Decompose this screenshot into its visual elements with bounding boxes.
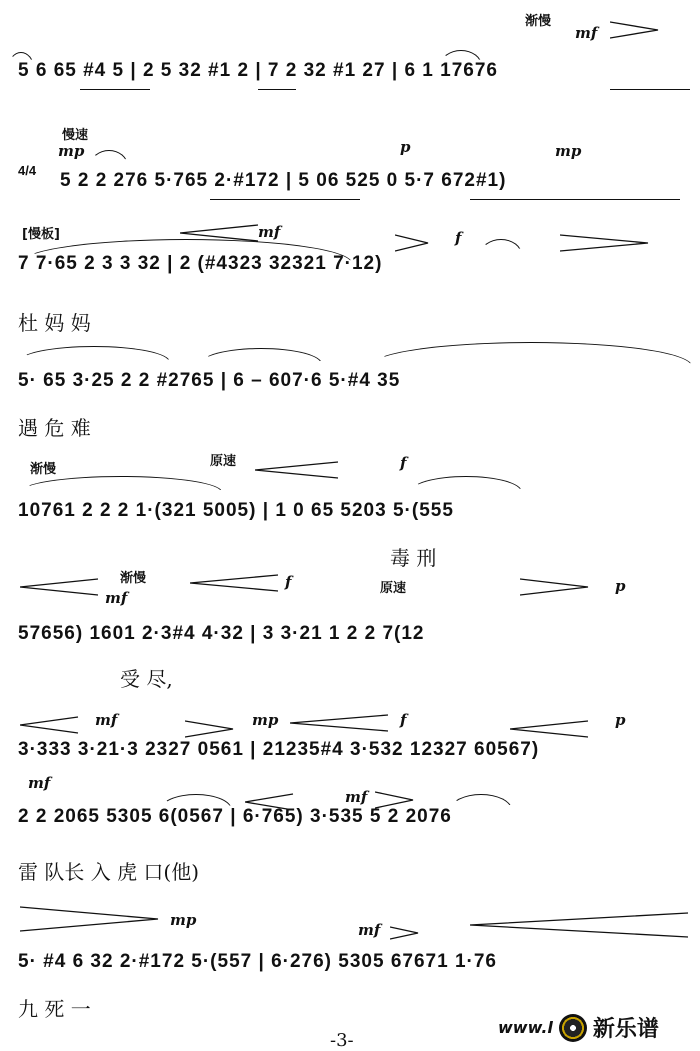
notation-line: 5 6 65 #4 5 | 2 5 32 #1 2 | 7 2 32 #1 27 | 6 1 17676 — [18, 60, 498, 81]
tempo-mark: 原速 — [210, 454, 237, 469]
lyrics-line: 受 尽, — [120, 667, 173, 691]
slur — [18, 346, 170, 362]
notation-line: 7 7·65 2 3 3 32 | 2 (#4323 32321 7·12) — [18, 253, 383, 274]
slur — [90, 150, 128, 166]
crescendo-hairpin — [20, 577, 100, 597]
dynamic-mark: mf — [105, 589, 128, 607]
dynamic-mark: mf — [95, 711, 118, 729]
lyrics-line: 毒 刑 — [390, 546, 437, 570]
decrescendo-hairpin — [390, 925, 420, 941]
tempo-mark: 慢速 — [62, 128, 89, 143]
notation-line: 10761 2 2 2 1·(321 5005) | 1 0 65 5203 5·(555 — [18, 500, 454, 521]
decrescendo-hairpin — [610, 20, 660, 40]
dynamic-mark: f — [285, 573, 292, 591]
decrescendo-hairpin — [20, 905, 160, 933]
dynamic-mark: p — [615, 711, 626, 729]
site-url: www.l — [498, 1018, 553, 1037]
underline — [610, 89, 690, 90]
tempo-mark: 渐慢 — [120, 571, 147, 586]
site-logo — [498, 1012, 659, 1043]
dynamic-mark: mp — [555, 142, 582, 160]
dynamic-mark: mp — [58, 142, 85, 160]
underline — [210, 199, 360, 200]
notation-line: 57656) 1601 2·3#4 4·32 | 3 3·21 1 2 2 7(12 — [18, 623, 425, 644]
dynamic-mark: mp — [170, 911, 197, 929]
slur — [370, 342, 692, 366]
notation-line: 2 2 2065 5305 6(0567 | 6·765) 3·535 5 2 2076 — [18, 806, 452, 827]
underline — [258, 89, 296, 90]
crescendo-hairpin — [20, 715, 80, 735]
lyrics-line: 遇 危 难 — [18, 416, 91, 440]
crescendo-hairpin — [510, 719, 590, 739]
notation-line: 3·333 3·21·3 2327 0561 | 21235#4 3·532 12327 60567) — [18, 739, 540, 760]
time-signature: 4/4 — [18, 163, 37, 178]
underline — [80, 89, 150, 90]
dynamic-mark: mp — [252, 711, 279, 729]
notation-line: 5 2 2 276 5·765 2·#172 | 5 06 525 0 5·7 672#1) — [60, 170, 507, 191]
dynamic-mark: mf — [28, 774, 51, 792]
notation-line: 5· #4 6 32 2·#172 5·(557 | 6·276) 5305 67671 1·76 — [18, 951, 497, 972]
dynamic-mark: mf — [258, 223, 281, 241]
decrescendo-hairpin — [520, 577, 590, 597]
crescendo-hairpin — [255, 460, 340, 480]
underline — [470, 199, 680, 200]
slur — [20, 476, 222, 492]
decrescendo-hairpin — [560, 233, 650, 253]
crescendo-hairpin — [470, 911, 690, 939]
tempo-mark: 原速 — [380, 581, 407, 596]
dynamic-mark: f — [455, 229, 462, 247]
tempo-mark: [慢板] — [22, 227, 60, 242]
dynamic-mark: p — [615, 577, 626, 595]
tempo-mark: 渐慢 — [525, 14, 552, 29]
dynamic-mark: mf — [575, 24, 598, 42]
dynamic-mark: f — [400, 454, 407, 472]
crescendo-hairpin — [190, 573, 280, 593]
notation-line: 5· 65 3·25 2 2 #2765 | 6 – 607·6 5·#4 35 — [18, 370, 401, 391]
slur — [410, 476, 522, 492]
slur — [200, 348, 322, 364]
tempo-mark: 渐慢 — [30, 462, 57, 477]
dynamic-mark: mf — [358, 921, 381, 939]
brand-name: 新乐谱 — [592, 1017, 659, 1042]
page-number: -3- — [330, 1030, 354, 1051]
lyrics-line: 九 死 一 — [18, 997, 91, 1021]
record-disc-icon — [559, 1014, 587, 1042]
dynamic-mark: f — [400, 711, 407, 729]
lyrics-line: 雷 队长 入 虎 口(他) — [18, 860, 200, 884]
decrescendo-hairpin — [395, 233, 430, 253]
crescendo-hairpin — [290, 713, 390, 733]
lyrics-line: 杜 妈 妈 — [18, 311, 91, 335]
dynamic-mark: mf — [345, 788, 368, 806]
dynamic-mark: p — [400, 138, 411, 156]
decrescendo-hairpin — [185, 719, 235, 739]
